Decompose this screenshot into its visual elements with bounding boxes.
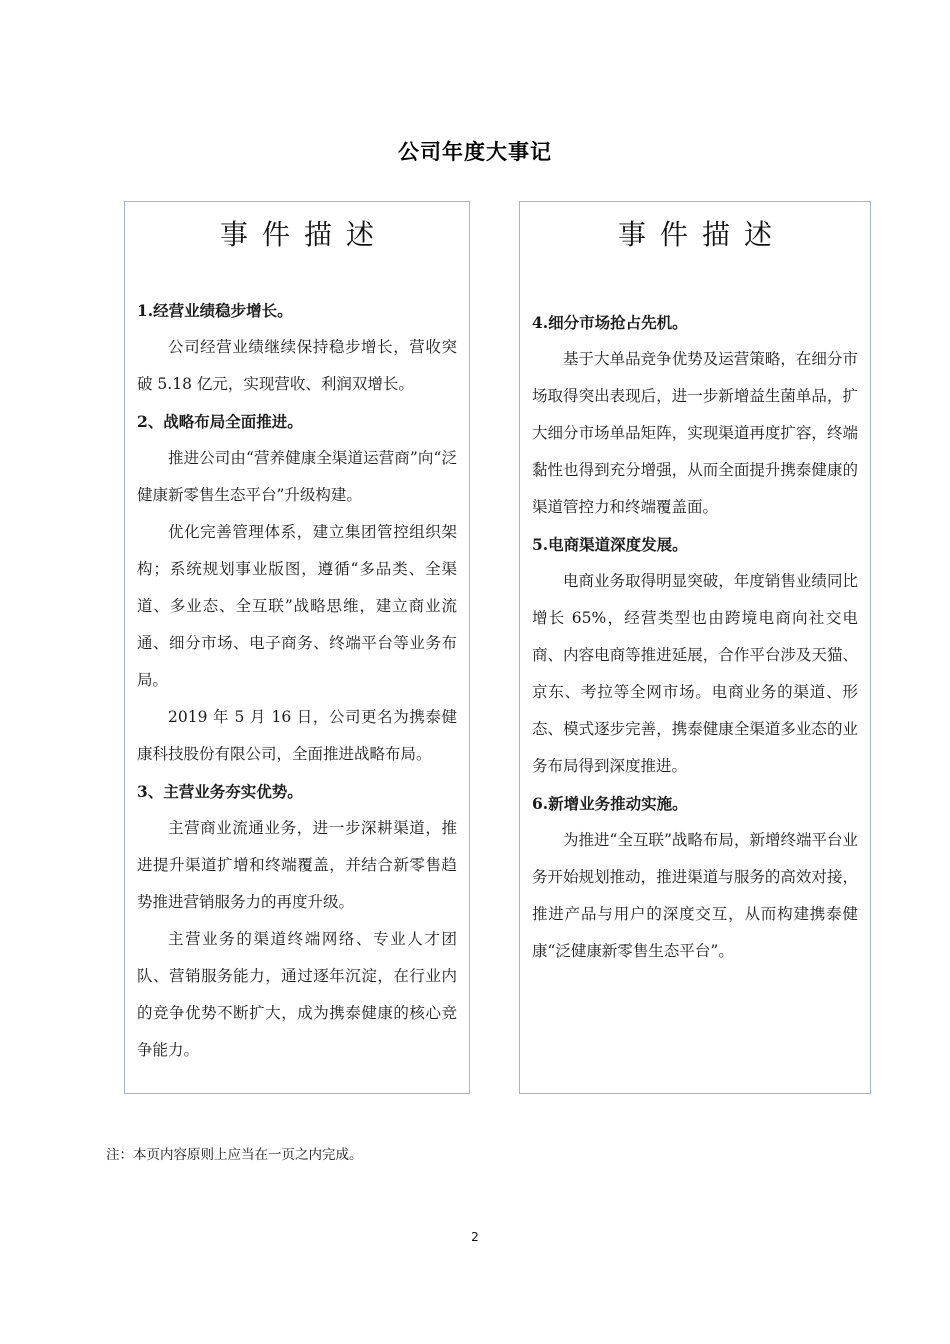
event-paragraph: 主营商业流通业务，进一步深耕渠道，推进提升渠道扩增和终端覆盖，并结合新零售趋势推进营销服务力的再度升级。 (137, 819, 457, 911)
event-paragraph: 公司经营业绩继续保持稳步增长，营收突破 5.18 亿元，实现营收、利润双增长。 (137, 338, 457, 393)
event-panel-right (519, 201, 871, 1094)
page-title: 公司年度大事记 (398, 140, 552, 164)
panel-header: 事件描述 (219, 218, 388, 251)
event-panel-left (124, 201, 470, 1094)
event-heading-5: 5.电商渠道深度发展。 (532, 535, 688, 554)
event-heading-6: 6.新增业务推动实施。 (532, 794, 688, 813)
footnote: 注：本页内容原则上应当在一页之内完成。 (106, 1147, 363, 1163)
event-paragraph: 推进公司由“营养健康全渠道运营商”向“泛健康新零售生态平台”升级构建。 (137, 449, 457, 504)
event-heading-1: 1.经营业绩稳步增长。 (137, 301, 293, 320)
event-heading-2: 2、战略布局全面推进。 (137, 412, 303, 431)
event-heading-3: 3、主营业务夯实优势。 (137, 782, 303, 801)
event-paragraph: 主营业务的渠道终端网络、专业人才团队、营销服务能力，通过逐年沉淀，在行业内的竞争优势不断扩大，成为携泰健康的核心竞争能力。 (137, 930, 457, 1059)
event-paragraph: 基于大单品竞争优势及运营策略，在细分市场取得突出表现后，进一步新增益生菌单品，扩大细分市场单品矩阵，实现渠道再度扩容，终端黏性也得到充分增强，从而全面提升携泰健康的渠道管控力和终端覆盖面。 (532, 350, 858, 516)
panel-header: 事件描述 (617, 218, 786, 251)
event-paragraph: 2019 年 5 月 16 日，公司更名为携泰健康科技股份有限公司，全面推进战略布局。 (137, 708, 457, 763)
event-paragraph: 优化完善管理体系，建立集团管控组织架构；系统规划事业版图，遵循“多品类、全渠道、多业态、全互联”战略思维，建立商业流通、细分市场、电子商务、终端平台等业务布局。 (137, 523, 457, 689)
page-number: 2 (471, 1230, 479, 1244)
event-paragraph: 为推进“全互联”战略布局，新增终端平台业务开始规划推动，推进渠道与服务的高效对接，推进产品与用户的深度交互，从而构建携泰健康“泛健康新零售生态平台”。 (532, 831, 858, 960)
event-paragraph: 电商业务取得明显突破，年度销售业绩同比增长 65%，经营类型也由跨境电商向社交电商、内容电商等推进延展，合作平台涉及天猫、京东、考拉等全网市场。电商业务的渠道、形态、模式逐步完善，携泰健康全渠道多业态的业务布局得到深度推进。 (532, 572, 858, 775)
event-heading-4: 4.细分市场抢占先机。 (532, 313, 688, 332)
